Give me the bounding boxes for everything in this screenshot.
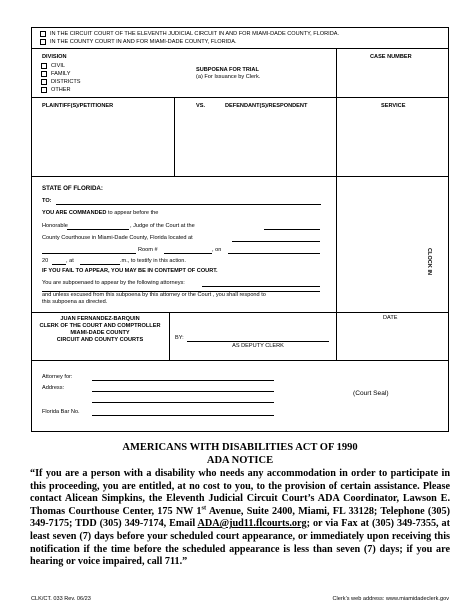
deputy-signature-field[interactable] xyxy=(187,341,329,342)
excused-line-2: this subpoena as directed. xyxy=(42,299,108,305)
service-label: SERVICE xyxy=(381,103,406,109)
attorneys-field[interactable] xyxy=(202,286,320,287)
bar-label: Florida Bar No. xyxy=(42,409,80,415)
districts-label: DISTRICTS xyxy=(51,79,81,85)
plaintiff-label: PLAINTIFF(S)/PETITIONER xyxy=(42,103,114,109)
room-label: Room # xyxy=(138,247,158,253)
form-number: CLK/CT. 033 Rev. 06/23 xyxy=(31,596,91,602)
ada-email-link[interactable]: ADA@jud11.flcourts.org xyxy=(197,518,307,530)
room-field[interactable] xyxy=(164,253,212,254)
courthouse-label: County Courthouse in Miami-Dade County, Florida located at xyxy=(42,235,193,241)
districts-checkbox[interactable] xyxy=(41,79,47,85)
commanded-rest: to appear before the xyxy=(106,210,159,216)
attorney-for-field[interactable] xyxy=(92,380,274,381)
at-label: , at xyxy=(66,258,74,264)
date-field[interactable] xyxy=(337,323,449,360)
date-on-field[interactable] xyxy=(228,253,320,254)
ada-text-part-2: Avenue, Suite 2400, Miami, FL 33128; Telephone (305) 349-7175; TDD (305) 349-7174, Email xyxy=(30,505,450,530)
ada-title: AMERICANS WITH DISABILITIES ACT OF 1990 xyxy=(122,442,358,453)
clerk-web-address: Clerk’s web address: www.miamidadeclerk.gov xyxy=(332,596,449,602)
defendant-field[interactable] xyxy=(175,111,336,176)
to-field[interactable] xyxy=(56,204,321,205)
plaintiff-field[interactable] xyxy=(31,111,174,176)
family-checkbox[interactable] xyxy=(41,71,47,77)
attorney-address-field[interactable] xyxy=(92,391,274,392)
address-label: Address: xyxy=(42,385,65,391)
clerk-county: MIAMI-DADE COUNTY xyxy=(70,330,130,336)
on-label: , on xyxy=(212,247,222,253)
contempt-warning: IF YOU FAIL TO APPEAR, YOU MAY BE IN CONTEMPT OF COURT. xyxy=(42,268,218,274)
county-court-label: IN THE COUNTY COURT IN AND FOR MIAMI-DADE COUNTY, FLORIDA. xyxy=(50,39,237,45)
division-label: DIVISION xyxy=(42,54,67,60)
commanded-line xyxy=(42,210,158,216)
ada-text-part-1: “If you are a person with a disability who needs any accommodation in order to participate in this proceeding, you are entitled, at no cost to you, to the provision of certain assistance. Please contact Alicean Simpkins, the Eleventh Judicial Circuit Court’s ADA Coordinator, Lawson E. Thomas Courthouse Center, 175 NW 1 xyxy=(30,468,450,517)
location-field[interactable] xyxy=(232,241,320,242)
year-field[interactable] xyxy=(52,264,66,265)
ada-notice-text xyxy=(30,468,450,569)
county-court-checkbox[interactable] xyxy=(40,39,46,45)
other-checkbox[interactable] xyxy=(41,87,47,93)
ada-text-part-3: ; or via Fax at (305) 349-7355, at least seven (7) days before your scheduled court appearance, or immediately upon receiving this notification if the time before the scheduled appearance is less than seven (7) days; if you are hearing or voice impaired, call 711.” xyxy=(30,518,450,568)
commanded-bold: YOU ARE COMMANDED xyxy=(42,210,107,216)
case-number-label: CASE NUMBER xyxy=(370,54,412,60)
court-field[interactable] xyxy=(264,229,320,230)
to-label: TO: xyxy=(42,198,52,204)
circuit-court-label: IN THE CIRCUIT COURT OF THE ELEVENTH JUDICIAL CIRCUIT IN AND FOR MIAMI-DADE COUNTY, FLORIDA. xyxy=(50,31,340,37)
attorney-address-field-2[interactable] xyxy=(92,402,274,403)
ada-superscript: st xyxy=(201,504,207,512)
vs-label: VS. xyxy=(196,103,206,109)
year-label: 20 xyxy=(42,258,49,264)
attorney-for-label: Attorney for: xyxy=(42,374,73,380)
civil-checkbox[interactable] xyxy=(41,63,47,69)
state-of-florida: STATE OF FLORIDA: xyxy=(42,185,103,192)
case-number-field[interactable] xyxy=(336,62,449,98)
clerk-title: CLERK OF THE COURT AND COMPTROLLER xyxy=(39,323,161,329)
clerk-name: JUAN FERNANDEZ-BARQUIN xyxy=(60,316,140,322)
deputy-clerk-label: AS DEPUTY CLERK xyxy=(232,343,284,349)
bar-number-field[interactable] xyxy=(92,415,274,416)
honorable-label: Honorable xyxy=(42,223,68,229)
clock-in-label: CLOCK IN xyxy=(426,248,432,276)
civil-label: CIVIL xyxy=(51,63,65,69)
judge-label: , Judge of the Court at the xyxy=(130,223,195,229)
subpoena-subtitle: (a) For Issuance by Clerk. xyxy=(196,74,261,80)
subpoena-title: SUBPOENA FOR TRIAL xyxy=(196,67,259,73)
ada-notice-heading: ADA NOTICE xyxy=(206,455,274,466)
court-seal-label: (Court Seal) xyxy=(353,390,389,397)
by-label: BY: xyxy=(175,335,184,341)
excused-line-1: and unless excused from this subpoena by this attorney or the Court , you shall respond to xyxy=(42,292,266,298)
attorneys-label: You are subpoenaed to appear by the following attorneys: xyxy=(42,280,185,286)
clerk-courts: CIRCUIT AND COUNTY COURTS xyxy=(56,337,144,343)
time-field[interactable] xyxy=(80,264,120,265)
m-label: .m., to testify in this action. xyxy=(120,258,186,264)
family-label: FAMILY xyxy=(51,71,71,77)
other-label: OTHER xyxy=(51,87,71,93)
address-field[interactable] xyxy=(42,253,136,254)
circuit-court-checkbox[interactable] xyxy=(40,31,46,37)
defendant-label: DEFENDANT(S)/RESPONDENT xyxy=(225,103,308,109)
honorable-field[interactable] xyxy=(67,229,129,230)
date-label: DATE xyxy=(383,315,398,321)
